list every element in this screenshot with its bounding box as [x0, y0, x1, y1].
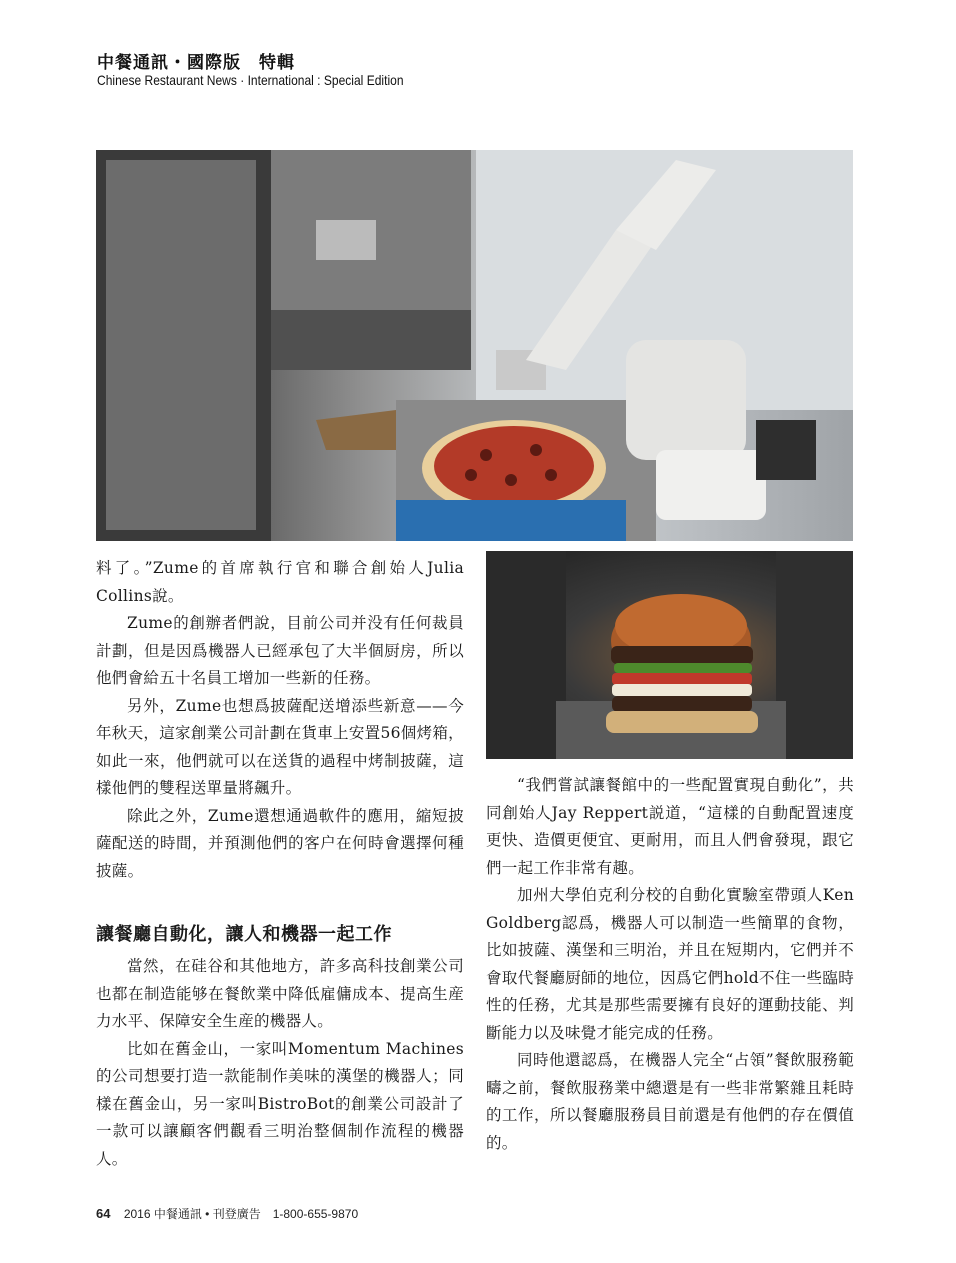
robot-photo-illustration — [96, 150, 853, 541]
right-paragraph-3: 同時他還認爲，在機器人完全“占領”餐飲服務範疇之前，餐飲服務業中總還是有一些非常繁雜且耗時的工作，所以餐廳服務員目前還是有他們的存在價值的。 — [486, 1051, 854, 1152]
header-title-en: Chinese Restaurant News · International : Special Edition — [97, 72, 404, 88]
left-paragraph-2: Zume的創辦者們說，目前公司并没有任何裁員計劃，但是因爲機器人已經承包了大半個厨房，所以他們會給五十名員工增加一些新的任務。 — [96, 614, 464, 687]
page-footer — [96, 1205, 358, 1222]
header-title-zh: 中餐通訊・國際版 特輯 — [97, 53, 295, 73]
section-title: 讓餐廳自動化，讓人和機器一起工作 — [96, 924, 392, 945]
burger-photo-illustration — [486, 551, 853, 759]
right-column — [486, 772, 854, 1157]
left-paragraph-3: 另外，Zume也想爲披薩配送增添些新意——今年秋天，這家創業公司計劃在貨車上安置56個烤箱，如此一來，他們就可以在送貨的過程中烤制披薩，這樣他們的雙程送單量將飆升。 — [96, 696, 464, 797]
robot-arm-pizza-photo — [96, 150, 853, 541]
left-paragraph-1: 料了。”Zume的首席執行官和聯合創始人Julia Collins說。 — [96, 559, 464, 605]
footer-text: 2016 中餐通訊 • 刊登廣告 1-800-655-9870 — [123, 1207, 359, 1221]
right-paragraph-2: 加州大學伯克利分校的自動化實驗室帶頭人Ken Goldberg認爲，機器人可以制造一些簡單的食物，比如披薩、漢堡和三明治，并且在短期内，它們并不會取代餐廳厨師的地位，因爲它們hold不住一些臨時性的任務，尤其是那些需要擁有良好的運動技能、判斷能力以及味覺才能完成的任務。 — [486, 886, 854, 1042]
left-paragraph-6: 比如在舊金山，一家叫Momentum Machines的公司想要打造一款能制作美味的漢堡的機器人；同樣在舊金山，另一家叫BistroBot的創業公司設計了一款可以讓顧客們觀看三明治整個制作流程的機器人。 — [96, 1039, 464, 1168]
right-paragraph-1: “我們嘗試讓餐館中的一些配置實現自動化”，共同創始人Jay Reppert説道，“這樣的自動配置速度更快、造價更便宜、更耐用，而且人們會發現，跟它們一起工作非常有趣。 — [486, 776, 854, 877]
left-column — [96, 555, 464, 1173]
left-paragraph-5: 當然，在硅谷和其他地方，許多高科技創業公司也都在制造能够在餐飲業中降低雇傭成本、提高生産力水平、保障安全生産的機器人。 — [96, 957, 464, 1030]
page-number: 64 — [96, 1206, 111, 1221]
burger-photo — [486, 551, 853, 759]
left-paragraph-4: 除此之外，Zume還想通過軟件的應用，縮短披薩配送的時間，并預測他們的客户在何時會選擇何種披薩。 — [96, 806, 464, 880]
